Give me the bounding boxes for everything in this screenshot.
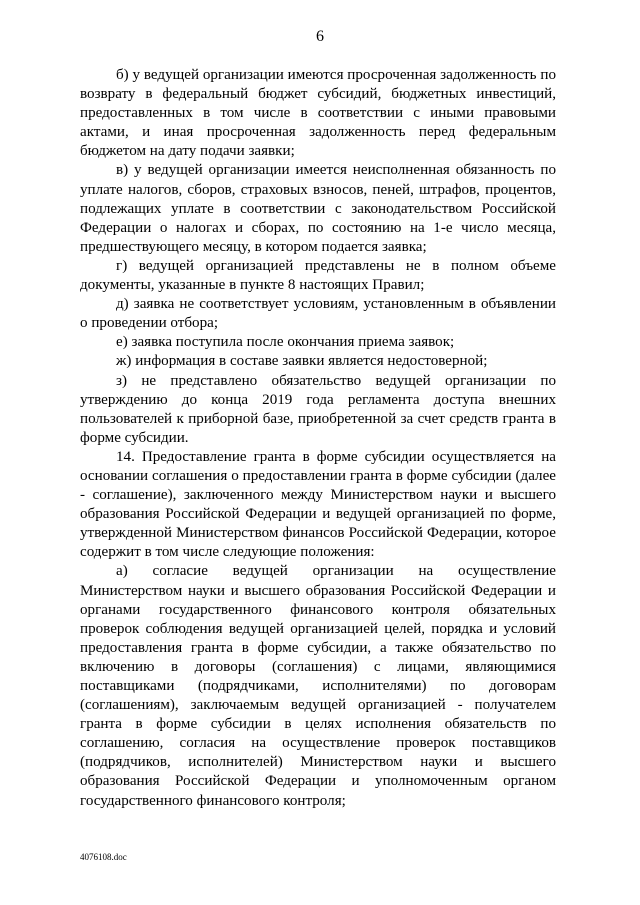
page-number: 6 [316,28,324,45]
document-file-reference: 4076108.doc [80,852,127,862]
paragraph-v: в) у ведущей организации имеется неисполненная обязанность по уплате налогов, сборов, страховых взносов, пеней, штрафов, процентов, подлежащих уплате в соответствии с законодательством Российской Федерации о налогах и сборах, по состоянию на 1-е число месяца, предшествующего месяцу, в котором подается заявка; [80,162,556,255]
paragraph-zh: ж) информация в составе заявки является недостоверной; [116,353,488,370]
paragraph-e: е) заявка поступила после окончания приема заявок; [116,334,455,351]
paragraph-g: г) ведущей организацией представлены не в полном объеме документы, указанные в пункте 8 настоящих Правил; [80,257,556,294]
paragraph-d: д) заявка не соответствует условиям, установленным в объявлении о проведении отбора; [80,296,556,332]
paragraph-b: б) у ведущей организации имеются просроченная задолженность по возврату в федеральный бюджет субсидий, бюджетных инвестиций, предоставленных в том числе в соответствии с иными правовыми актами, и иная просроченная задолженность перед федеральным бюджетом на дату подачи заявки; [80,67,556,160]
paragraph-14: 14. Предоставление гранта в форме субсидии осуществляется на основании соглашения о предоставлении гранта в форме субсидии (далее - соглашение), заключенного между Министерством науки и высшего образования Российской Федерации и ведущей организацией по форме, утвержденной Министерством финансов Российской Федерации, которое содержит в том числе следующие положения: [80,448,556,561]
paragraph-z: з) не представлено обязательство ведущей организации по утверждению до конца 2019 года регламента доступа внешних пользователей к приборной базе, приобретенной за счет средств гранта в форме субсидии. [80,372,556,446]
paragraph-14-a: а) согласие ведущей организации на осуществление Министерством науки и высшего образования Российской Федерации и органами государственного финансового контроля обязательных проверок соблюдения ведущей организацией целей, порядка и условий предоставления гранта в форме субсидии, а также обязательство по включению в договоры (соглашения) с лицами, являющимися поставщиками (подрядчиками, исполнителями) по договорам (соглашениям), заключаемым ведущей организацией - получателем гранта в форме субсидии в целях исполнения обязательств по соглашению, согласия на осуществление проверок поставщиков (подрядчиков, исполнителей) Министерством науки и высшего образования Российской Федерации и уполномоченным органом государственного финансового контроля; [80,563,556,809]
body-text [80,66,556,811]
